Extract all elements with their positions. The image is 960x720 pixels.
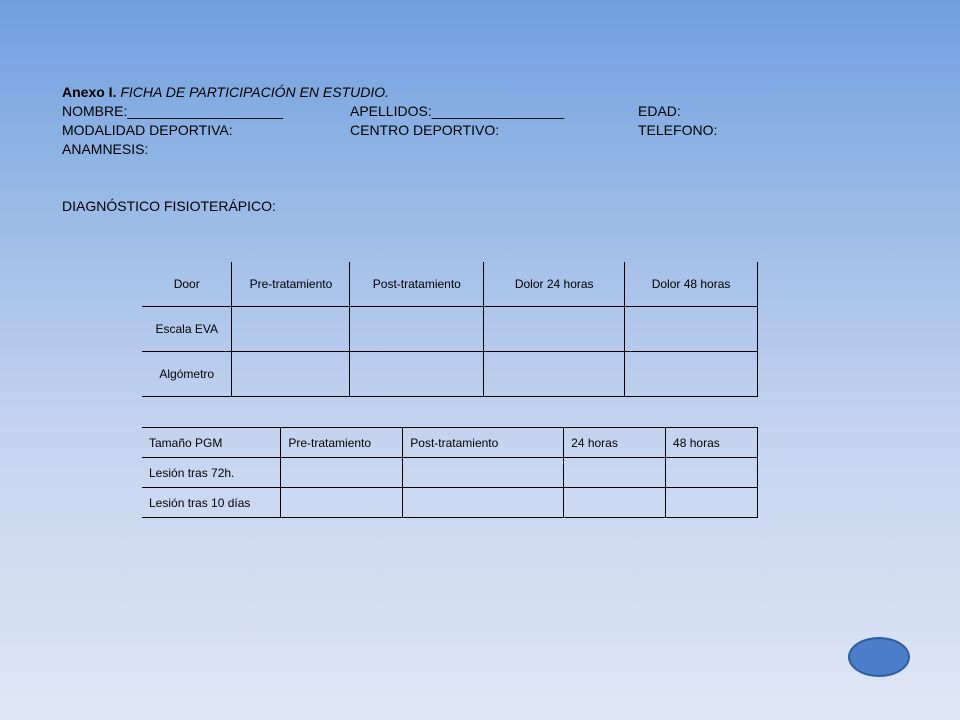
table-cell[interactable]	[403, 488, 564, 518]
pgm-size-table	[142, 427, 758, 518]
phone-label: TELEFONO:	[638, 122, 718, 138]
row-label: Escala EVA	[142, 307, 232, 352]
table-cell[interactable]	[281, 488, 403, 518]
table-cell[interactable]	[484, 307, 625, 352]
sport-modality-label: MODALIDAD DEPORTIVA:	[62, 122, 233, 138]
table-row	[142, 458, 758, 488]
header-cell: Dolor 24 horas	[484, 262, 625, 307]
title-label: Anexo I.	[62, 84, 117, 100]
header-cell: Post-tratamiento	[403, 428, 564, 458]
row-label: Lesión tras 10 días	[142, 488, 281, 518]
table-row	[142, 488, 758, 518]
header-cell: Pre-tratamiento	[281, 428, 403, 458]
header-cell: Door	[142, 262, 232, 307]
header-cell: 48 horas	[666, 428, 758, 458]
name-field-label: NOMBRE:____________________	[62, 103, 284, 119]
table-header-row	[142, 262, 758, 307]
row-label: Algómetro	[142, 352, 232, 397]
sport-center-label: CENTRO DEPORTIVO:	[350, 122, 500, 138]
table-row	[142, 352, 758, 397]
table-cell[interactable]	[666, 458, 758, 488]
form-header	[62, 83, 762, 159]
header-cell: Tamaño PGM	[142, 428, 281, 458]
table-cell[interactable]	[232, 307, 350, 352]
title-text: FICHA DE PARTICIPACIÓN EN ESTUDIO.	[116, 84, 389, 100]
table-cell[interactable]	[564, 488, 666, 518]
table-cell[interactable]	[350, 352, 484, 397]
table-cell[interactable]	[625, 352, 758, 397]
surname-field-label: APELLIDOS:_________________	[350, 103, 565, 119]
pain-table	[142, 262, 758, 397]
anamnesis-label: ANAMNESIS:	[62, 141, 149, 157]
header-row-3	[62, 140, 762, 159]
table-cell[interactable]	[484, 352, 625, 397]
header-row-2	[62, 121, 762, 140]
diagnosis-label: DIAGNÓSTICO FISIOTERÁPICO:	[62, 198, 276, 214]
table-cell[interactable]	[281, 458, 403, 488]
table-row	[142, 307, 758, 352]
table-header-row	[142, 428, 758, 458]
header-cell: Dolor 48 horas	[625, 262, 758, 307]
table-cell[interactable]	[564, 458, 666, 488]
table-cell[interactable]	[403, 458, 564, 488]
header-cell: 24 horas	[564, 428, 666, 458]
form-title	[62, 83, 762, 102]
table-cell[interactable]	[232, 352, 350, 397]
header-cell: Post-tratamiento	[350, 262, 484, 307]
table-cell[interactable]	[625, 307, 758, 352]
age-field-label: EDAD:	[638, 103, 681, 119]
header-row-1	[62, 102, 762, 121]
oval-shape	[848, 637, 910, 677]
table-cell[interactable]	[350, 307, 484, 352]
table-cell[interactable]	[666, 488, 758, 518]
header-cell: Pre-tratamiento	[232, 262, 350, 307]
row-label: Lesión tras 72h.	[142, 458, 281, 488]
